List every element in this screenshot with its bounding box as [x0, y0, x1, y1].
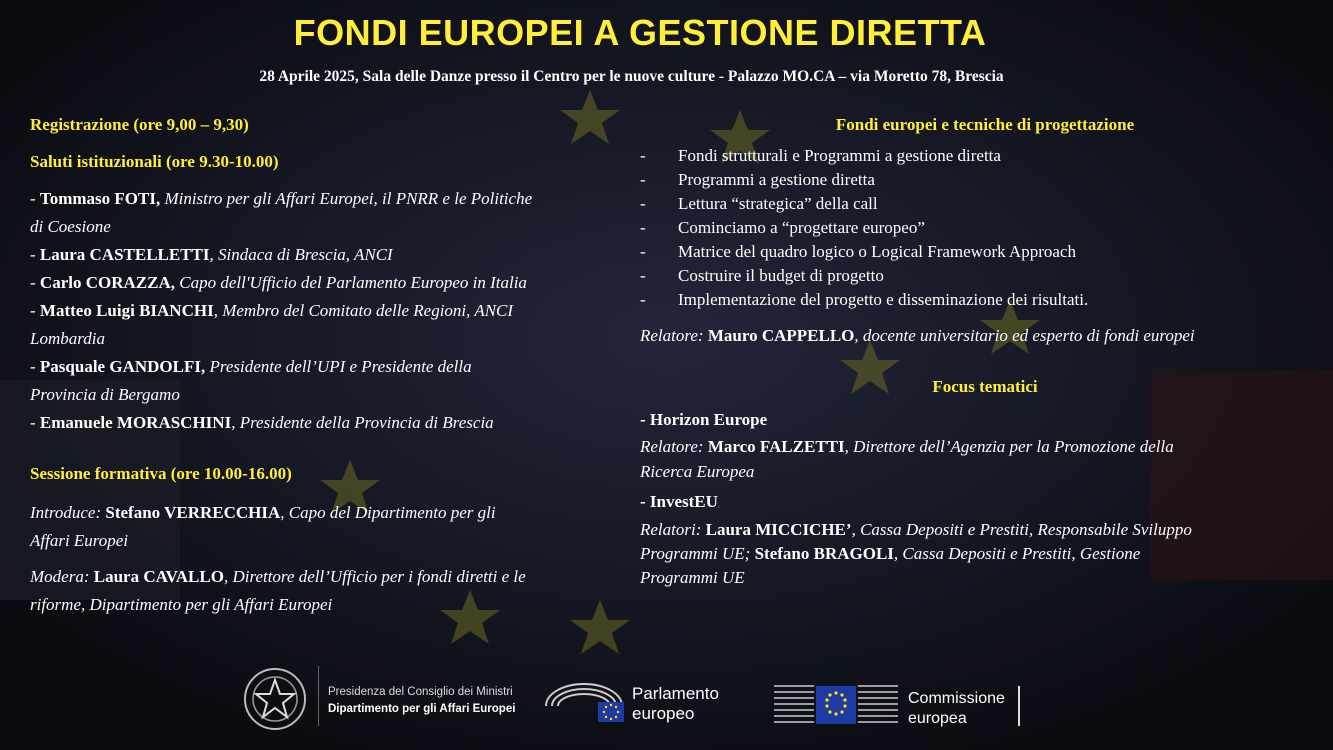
speaker-item: - Pasquale GANDOLFI, Presidente dell’UPI e Presidente della Provincia di Bergamo: [30, 357, 472, 404]
speaker-item: - Tommaso FOTI, Ministro per gli Affari Europei, il PNRR e le Politiche di Coesione: [30, 189, 533, 236]
topic-item: - Fondi strutturali e Programmi a gestione diretta: [640, 146, 1001, 165]
speaker-item: - Emanuele MORASCHINI, Presidente della Provincia di Brescia: [30, 413, 494, 432]
ec-divider: [1018, 686, 1020, 726]
gov-name: Presidenza del Consiglio dei Ministri: [328, 686, 513, 698]
speaker-item: - Laura CASTELLETTI, Sindaca di Brescia, ANCI: [30, 245, 393, 264]
horizon-title: - Horizon Europe: [640, 410, 768, 429]
topics-list: [640, 144, 1320, 312]
ec-line-1: Commissione: [908, 690, 1005, 707]
european-parliament-logo-icon: [542, 676, 626, 724]
ep-line-2: europeo: [632, 704, 695, 723]
horizon-speaker: Relatore: Marco FALZETTI, Direttore dell’Agenzia per la Promozione della Ricerca Europea: [640, 437, 1174, 481]
investeu-speakers: Relatori: Laura MICCICHE’, Cassa Depositi e Prestiti, Responsabile Sviluppo Programmi UE; Stefano BRAGOLI, Cassa Depositi e Prestiti, Gestione Programmi UE: [640, 520, 1192, 587]
speaker-item: - Matteo Luigi BIANCHI, Membro del Comitato delle Regioni, ANCI Lombardia: [30, 301, 514, 348]
ec-line-2: europea: [908, 710, 967, 727]
funds-speaker: Relatore: Mauro CAPPELLO, docente universitario ed esperto di fondi europei: [640, 326, 1195, 345]
registration-heading: Registrazione (ore 9,00 – 9,30): [30, 115, 249, 134]
topic-item: - Matrice del quadro logico o Logical Framework Approach: [640, 242, 1076, 261]
speakers-list: [30, 185, 630, 437]
introduce-line: Introduce: Stefano VERRECCHIA, Capo del Dipartimento per gli Affari Europei: [30, 503, 496, 550]
gov-divider: [318, 666, 319, 726]
topic-item: - Implementazione del progetto e disseminazione dei risultati.: [640, 290, 1089, 309]
session-heading: Sessione formativa (ore 10.00-16.00): [30, 464, 292, 483]
topic-item: - Programmi a gestione diretta: [640, 170, 875, 189]
speaker-item: - Carlo CORAZZA, Capo dell'Ufficio del Parlamento Europeo in Italia: [30, 273, 527, 292]
topic-item: - Cominciamo a “progettare europeo”: [640, 218, 925, 237]
right-column: [640, 114, 1320, 590]
gov-department: Dipartimento per gli Affari Europei: [328, 703, 516, 715]
focus-heading: Focus tematici: [932, 377, 1038, 396]
page-title: FONDI EUROPEI A GESTIONE DIRETTA: [293, 12, 987, 53]
topic-item: - Lettura “strategica” della call: [640, 194, 878, 213]
topic-item: - Costruire il budget di progetto: [640, 266, 884, 285]
ep-line-1: Parlamento: [632, 684, 719, 703]
italian-republic-emblem-icon: [242, 666, 308, 732]
funds-heading: Fondi europei e tecniche di progettazione: [835, 115, 1135, 134]
footer-logos: [0, 660, 1333, 740]
investeu-title: - InvestEU: [640, 492, 718, 511]
event-date-location: 28 Aprile 2025, Sala delle Danze presso il Centro per le nuove culture - Palazzo MO.CA – via Moretto 78, Brescia: [259, 68, 1004, 85]
modera-line: Modera: Laura CAVALLO, Direttore dell’Ufficio per i fondi diretti e le riforme, Dipartimento per gli Affari Europei: [30, 567, 526, 614]
european-commission-logo-icon: [772, 664, 900, 728]
left-column: [30, 114, 630, 619]
greetings-heading: Saluti istituzionali (ore 9.30-10.00): [30, 152, 279, 171]
